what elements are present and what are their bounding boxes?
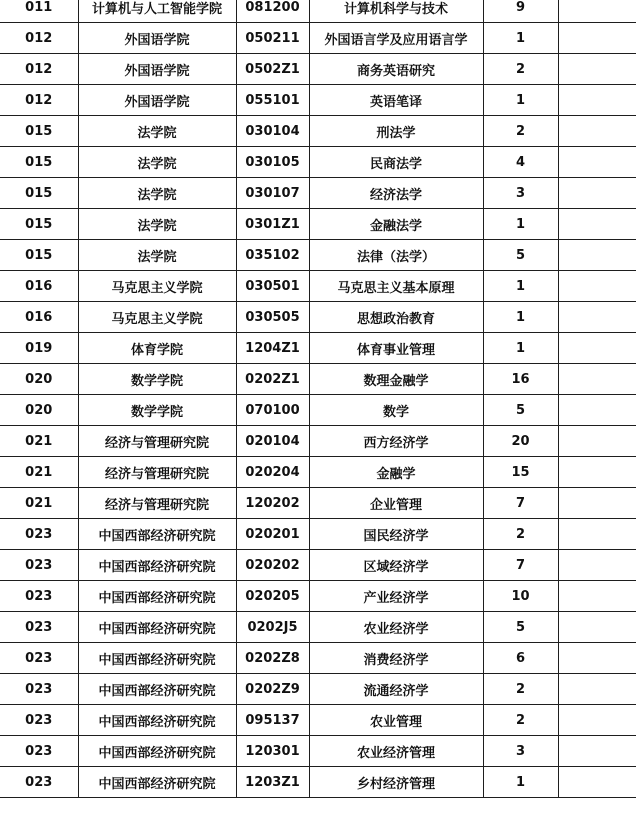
remark-cell <box>558 240 636 271</box>
major-code-cell: 095137 <box>236 705 309 736</box>
college-name-cell: 法学院 <box>78 116 236 147</box>
college-code-cell: 023 <box>0 705 78 736</box>
major-name-cell: 区域经济学 <box>309 550 483 581</box>
table-row <box>0 767 636 798</box>
quota-count-cell: 20 <box>483 426 558 457</box>
table-row <box>0 457 636 488</box>
college-code-cell: 015 <box>0 178 78 209</box>
major-name-cell: 思想政治教育 <box>309 302 483 333</box>
remark-cell <box>558 364 636 395</box>
remark-cell <box>558 705 636 736</box>
remark-cell <box>558 550 636 581</box>
table-row <box>0 643 636 674</box>
quota-count-cell: 7 <box>483 488 558 519</box>
college-code-cell: 015 <box>0 116 78 147</box>
table-row <box>0 271 636 302</box>
college-name-cell: 马克思主义学院 <box>78 271 236 302</box>
remark-cell <box>558 736 636 767</box>
college-name-cell: 经济与管理研究院 <box>78 426 236 457</box>
major-code-cell: 120301 <box>236 736 309 767</box>
major-code-cell: 050211 <box>236 23 309 54</box>
table-row <box>0 519 636 550</box>
remark-cell <box>558 209 636 240</box>
college-code-cell: 015 <box>0 240 78 271</box>
quota-count-cell: 4 <box>483 147 558 178</box>
major-name-cell: 体育事业管理 <box>309 333 483 364</box>
table-row <box>0 395 636 426</box>
quota-count-cell: 1 <box>483 767 558 798</box>
major-name-cell: 产业经济学 <box>309 581 483 612</box>
college-name-cell: 法学院 <box>78 147 236 178</box>
major-code-cell: 120202 <box>236 488 309 519</box>
major-name-cell: 商务英语研究 <box>309 54 483 85</box>
major-code-cell: 030501 <box>236 271 309 302</box>
major-code-cell: 0502Z1 <box>236 54 309 85</box>
college-name-cell: 计算机与人工智能学院 <box>78 0 236 23</box>
major-name-cell: 流通经济学 <box>309 674 483 705</box>
remark-cell <box>558 395 636 426</box>
remark-cell <box>558 581 636 612</box>
college-name-cell: 中国西部经济研究院 <box>78 643 236 674</box>
college-name-cell: 法学院 <box>78 178 236 209</box>
college-name-cell: 数学学院 <box>78 364 236 395</box>
major-code-cell: 055101 <box>236 85 309 116</box>
remark-cell <box>558 85 636 116</box>
major-name-cell: 农业经济学 <box>309 612 483 643</box>
major-name-cell: 国民经济学 <box>309 519 483 550</box>
college-name-cell: 马克思主义学院 <box>78 302 236 333</box>
table-row <box>0 54 636 85</box>
college-name-cell: 中国西部经济研究院 <box>78 674 236 705</box>
major-name-cell: 数学 <box>309 395 483 426</box>
quota-count-cell: 1 <box>483 271 558 302</box>
major-code-cell: 081200 <box>236 0 309 23</box>
college-name-cell: 法学院 <box>78 209 236 240</box>
table-row <box>0 736 636 767</box>
table-row <box>0 147 636 178</box>
remark-cell <box>558 23 636 54</box>
remark-cell <box>558 0 636 23</box>
remark-cell <box>558 147 636 178</box>
quota-count-cell: 10 <box>483 581 558 612</box>
college-code-cell: 023 <box>0 643 78 674</box>
quota-count-cell: 1 <box>483 333 558 364</box>
remark-cell <box>558 457 636 488</box>
quota-count-cell: 5 <box>483 395 558 426</box>
major-name-cell: 金融学 <box>309 457 483 488</box>
major-code-cell: 030107 <box>236 178 309 209</box>
college-name-cell: 外国语学院 <box>78 54 236 85</box>
major-name-cell: 民商法学 <box>309 147 483 178</box>
major-code-cell: 035102 <box>236 240 309 271</box>
remark-cell <box>558 116 636 147</box>
quota-count-cell: 9 <box>483 0 558 23</box>
college-code-cell: 023 <box>0 767 78 798</box>
major-code-cell: 0202J5 <box>236 612 309 643</box>
major-code-cell: 1204Z1 <box>236 333 309 364</box>
quota-count-cell: 7 <box>483 550 558 581</box>
quota-count-cell: 3 <box>483 178 558 209</box>
major-code-cell: 0202Z1 <box>236 364 309 395</box>
major-code-cell: 030104 <box>236 116 309 147</box>
major-code-cell: 020202 <box>236 550 309 581</box>
major-code-cell: 020201 <box>236 519 309 550</box>
college-code-cell: 015 <box>0 209 78 240</box>
table-row <box>0 674 636 705</box>
major-code-cell: 020204 <box>236 457 309 488</box>
college-code-cell: 021 <box>0 457 78 488</box>
college-code-cell: 023 <box>0 581 78 612</box>
quota-count-cell: 2 <box>483 674 558 705</box>
table-row <box>0 581 636 612</box>
college-name-cell: 经济与管理研究院 <box>78 457 236 488</box>
major-name-cell: 企业管理 <box>309 488 483 519</box>
college-name-cell: 中国西部经济研究院 <box>78 550 236 581</box>
table-row <box>0 0 636 23</box>
major-code-cell: 030105 <box>236 147 309 178</box>
college-code-cell: 019 <box>0 333 78 364</box>
college-code-cell: 015 <box>0 147 78 178</box>
table-row <box>0 364 636 395</box>
college-name-cell: 外国语学院 <box>78 23 236 54</box>
table-row <box>0 612 636 643</box>
major-name-cell: 计算机科学与技术 <box>309 0 483 23</box>
remark-cell <box>558 767 636 798</box>
major-code-cell: 0202Z8 <box>236 643 309 674</box>
major-code-cell: 020205 <box>236 581 309 612</box>
major-code-cell: 1203Z1 <box>236 767 309 798</box>
quota-count-cell: 6 <box>483 643 558 674</box>
major-name-cell: 经济法学 <box>309 178 483 209</box>
major-name-cell: 农业经济管理 <box>309 736 483 767</box>
college-code-cell: 021 <box>0 426 78 457</box>
table-row <box>0 116 636 147</box>
college-code-cell: 023 <box>0 736 78 767</box>
remark-cell <box>558 426 636 457</box>
college-code-cell: 012 <box>0 54 78 85</box>
quota-count-cell: 15 <box>483 457 558 488</box>
remark-cell <box>558 643 636 674</box>
remark-cell <box>558 271 636 302</box>
quota-count-cell: 1 <box>483 209 558 240</box>
college-name-cell: 中国西部经济研究院 <box>78 581 236 612</box>
college-name-cell: 体育学院 <box>78 333 236 364</box>
major-name-cell: 法律（法学） <box>309 240 483 271</box>
remark-cell <box>558 519 636 550</box>
college-code-cell: 023 <box>0 519 78 550</box>
quota-count-cell: 16 <box>483 364 558 395</box>
table-row <box>0 23 636 54</box>
major-name-cell: 西方经济学 <box>309 426 483 457</box>
major-name-cell: 英语笔译 <box>309 85 483 116</box>
remark-cell <box>558 178 636 209</box>
college-name-cell: 中国西部经济研究院 <box>78 612 236 643</box>
major-code-cell: 0301Z1 <box>236 209 309 240</box>
college-name-cell: 中国西部经济研究院 <box>78 705 236 736</box>
major-name-cell: 刑法学 <box>309 116 483 147</box>
table-row <box>0 488 636 519</box>
major-code-cell: 020104 <box>236 426 309 457</box>
major-name-cell: 消费经济学 <box>309 643 483 674</box>
major-name-cell: 数理金融学 <box>309 364 483 395</box>
quota-count-cell: 3 <box>483 736 558 767</box>
table-row <box>0 85 636 116</box>
college-code-cell: 016 <box>0 302 78 333</box>
table-row <box>0 178 636 209</box>
major-name-cell: 外国语言学及应用语言学 <box>309 23 483 54</box>
college-code-cell: 020 <box>0 395 78 426</box>
major-code-cell: 0202Z9 <box>236 674 309 705</box>
college-code-cell: 012 <box>0 23 78 54</box>
college-name-cell: 数学学院 <box>78 395 236 426</box>
remark-cell <box>558 54 636 85</box>
college-name-cell: 法学院 <box>78 240 236 271</box>
college-code-cell: 023 <box>0 674 78 705</box>
major-name-cell: 乡村经济管理 <box>309 767 483 798</box>
remark-cell <box>558 333 636 364</box>
quota-count-cell: 5 <box>483 240 558 271</box>
quota-count-cell: 2 <box>483 54 558 85</box>
table-row <box>0 550 636 581</box>
remark-cell <box>558 302 636 333</box>
quota-count-cell: 1 <box>483 85 558 116</box>
remark-cell <box>558 674 636 705</box>
quota-count-cell: 1 <box>483 302 558 333</box>
college-code-cell: 021 <box>0 488 78 519</box>
major-name-cell: 金融法学 <box>309 209 483 240</box>
table-row <box>0 209 636 240</box>
table-row <box>0 302 636 333</box>
quota-count-cell: 1 <box>483 23 558 54</box>
college-code-cell: 011 <box>0 0 78 23</box>
college-code-cell: 012 <box>0 85 78 116</box>
college-code-cell: 020 <box>0 364 78 395</box>
table-row <box>0 426 636 457</box>
remark-cell <box>558 612 636 643</box>
college-code-cell: 016 <box>0 271 78 302</box>
college-name-cell: 中国西部经济研究院 <box>78 519 236 550</box>
major-name-cell: 马克思主义基本原理 <box>309 271 483 302</box>
quota-count-cell: 2 <box>483 116 558 147</box>
table-row <box>0 705 636 736</box>
remark-cell <box>558 488 636 519</box>
college-name-cell: 经济与管理研究院 <box>78 488 236 519</box>
college-code-cell: 023 <box>0 612 78 643</box>
quota-count-cell: 5 <box>483 612 558 643</box>
table-row <box>0 240 636 271</box>
table-row <box>0 333 636 364</box>
quota-count-cell: 2 <box>483 519 558 550</box>
college-name-cell: 中国西部经济研究院 <box>78 767 236 798</box>
major-code-cell: 030505 <box>236 302 309 333</box>
college-code-cell: 023 <box>0 550 78 581</box>
major-name-cell: 农业管理 <box>309 705 483 736</box>
major-code-cell: 070100 <box>236 395 309 426</box>
quota-count-cell: 2 <box>483 705 558 736</box>
college-name-cell: 外国语学院 <box>78 85 236 116</box>
college-name-cell: 中国西部经济研究院 <box>78 736 236 767</box>
